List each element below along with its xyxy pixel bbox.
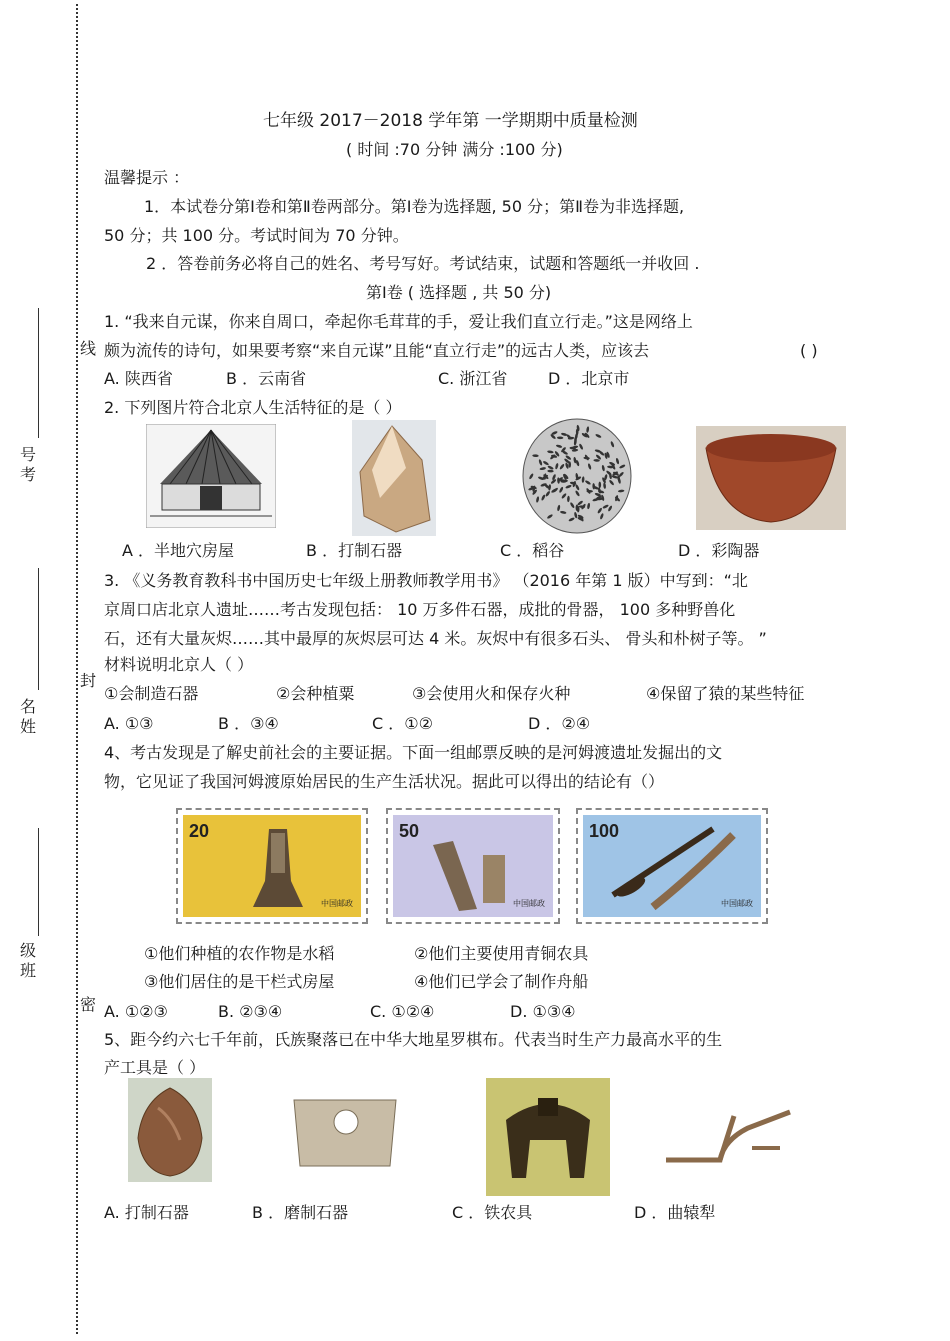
q4-choice-3: ③他们居住的是干栏式房屋 xyxy=(144,972,335,991)
q2-option-b: B ．打制石器 xyxy=(306,541,403,560)
q1-option-c: C. 浙江省 xyxy=(438,369,508,388)
binding-mark-mi: 密 xyxy=(80,992,96,1015)
q3-option-c: C ．①② xyxy=(372,714,433,733)
q3-option-d: D ．②④ xyxy=(528,714,591,733)
page-title: 七年级 2017－2018 学年第 一学期期中质量检测 xyxy=(263,111,638,131)
semi-subterranean-house-image xyxy=(146,424,276,528)
q3-choice-3: ③会使用火和保存火种 xyxy=(412,684,571,703)
q5-option-b: B ．磨制石器 xyxy=(252,1203,349,1222)
page-subtitle: ( 时间 :70 分钟 满分 :100 分) xyxy=(346,140,563,159)
q4-option-b: B. ②③④ xyxy=(218,1002,283,1021)
q3-option-b: B ．③④ xyxy=(218,714,279,733)
curved-shaft-plough-image xyxy=(660,1100,802,1170)
chipped-stone-image xyxy=(128,1078,212,1182)
q4-option-a: A. ①②③ xyxy=(104,1002,168,1021)
q3-line-4: 材料说明北京人（ ） xyxy=(104,655,254,674)
stamp-country-100: 中国邮政 xyxy=(721,899,753,908)
rice-grain-image xyxy=(520,416,634,536)
stamp-20 xyxy=(176,808,368,924)
binding-rule-3 xyxy=(38,828,39,936)
q3-choice-2: ②会种植粟 xyxy=(276,684,355,703)
q4-line-2: 物，它见证了我国河姆渡原始居民的生产生活状况。据此可以得出的结论有（） xyxy=(104,772,665,791)
q1-option-b: B ．云南省 xyxy=(226,369,307,388)
stamp-value-100: 100 xyxy=(589,821,620,841)
stamp-100 xyxy=(576,808,768,924)
q4-choice-2: ②他们主要使用青铜农具 xyxy=(414,944,589,963)
binding-label-xingming-1: 名 xyxy=(20,697,37,716)
q5-option-a: A. 打制石器 xyxy=(104,1203,189,1222)
q1-option-d: D ．北京市 xyxy=(548,369,630,388)
stamp-value-20: 20 xyxy=(189,821,210,841)
q2-stem: 2. 下列图片符合北京人生活特征的是（ ） xyxy=(104,398,402,417)
q3-choice-1: ①会制造石器 xyxy=(104,684,199,703)
q1-option-a: A. 陕西省 xyxy=(104,369,173,388)
q2-option-c: C ．稻谷 xyxy=(500,541,565,560)
q5-option-c: C ．铁农具 xyxy=(452,1203,533,1222)
stamp-50 xyxy=(386,808,560,924)
q4-option-c: C. ①②④ xyxy=(370,1002,435,1021)
iron-farm-tool-image xyxy=(486,1078,610,1196)
notice-label: 温馨提示 ： xyxy=(104,168,190,187)
stamp-value-50: 50 xyxy=(399,821,420,841)
chipped-stone-tool-image xyxy=(352,420,436,536)
notice-line-1: 1．本试卷分第Ⅰ卷和第Ⅱ卷两部分。第Ⅰ卷为选择题, 50 分；第Ⅱ卷为非选择题, xyxy=(144,197,685,216)
binding-label-kaohao-1: 号 xyxy=(20,445,37,464)
q2-option-d: D ．彩陶器 xyxy=(678,541,760,560)
section-title: 第Ⅰ卷 ( 选择题 , 共 50 分) xyxy=(366,283,552,302)
q4-line-1: 4、考古发现是了解史前社会的主要证据。下面一组邮票反映的是河姆渡遗址发掘出的文 xyxy=(104,743,723,762)
q1-line-2: 颇为流传的诗句，如果要考察“来自元谋”且能“直立行走”的远古人类，应该去 xyxy=(104,341,650,360)
notice-line-2: 2 ．答卷前务必将自己的姓名、考号写好。考试结束，试题和答题纸一并收回 . xyxy=(146,254,700,273)
binding-label-xingming-2: 姓 xyxy=(20,717,37,736)
q2-option-a: A ．半地穴房屋 xyxy=(122,541,235,560)
binding-rule-2 xyxy=(38,568,39,690)
binding-label-banji-1: 级 xyxy=(20,941,37,960)
stamp-country-50: 中国邮政 xyxy=(513,899,545,908)
polished-stone-tool-image xyxy=(286,1090,404,1176)
binding-mark-feng: 封 xyxy=(80,668,96,691)
binding-label-banji-2: 班 xyxy=(20,961,37,980)
q3-line-3: 石，还有大量灰烬……其中最厚的灰烬层可达 4 米。灰烬中有很多石头、 骨头和朴树子等。 ” xyxy=(104,629,767,648)
q1-line-1: 1. “我来自元谋，你来自周口，牵起你毛茸茸的手，爱让我们直立行走。”这是网络上 xyxy=(104,312,693,331)
q5-option-d: D ．曲辕犁 xyxy=(634,1203,716,1222)
binding-mark-xian: 线 xyxy=(80,336,96,359)
q4-option-d: D. ①③④ xyxy=(510,1002,576,1021)
q5-line-2: 产工具是（ ） xyxy=(104,1058,206,1077)
q3-choice-4: ④保留了猿的某些特征 xyxy=(646,684,805,703)
q3-line-1: 3. 《义务教育教科书中国历史七年级上册教师教学用书》 （2016 年第 1 版）中写到：“北 xyxy=(104,571,748,590)
q3-line-2: 京周口店北京人遗址……考古发现包括： 10 万多件石器，成批的骨器， 100 多种野兽化 xyxy=(104,600,736,619)
binding-rule-1 xyxy=(38,308,39,438)
binding-label-kaohao-2: 考 xyxy=(20,465,37,484)
q5-line-1: 5、距今约六七千年前，氏族聚落已在中华大地星罗棋布。代表当时生产力最高水平的生 xyxy=(104,1030,723,1049)
q4-choice-4: ④他们已学会了制作舟船 xyxy=(414,972,589,991)
binding-dotted-line xyxy=(76,4,78,1334)
notice-line-1b: 50 分；共 100 分。考试时间为 70 分钟。 xyxy=(104,226,409,245)
q1-answer-paren: ( ) xyxy=(800,341,818,360)
painted-pottery-bowl-image xyxy=(696,426,846,530)
q3-option-a: A. ①③ xyxy=(104,714,154,733)
stamp-country-20: 中国邮政 xyxy=(321,899,353,908)
q4-choice-1: ①他们种植的农作物是水稻 xyxy=(144,944,335,963)
